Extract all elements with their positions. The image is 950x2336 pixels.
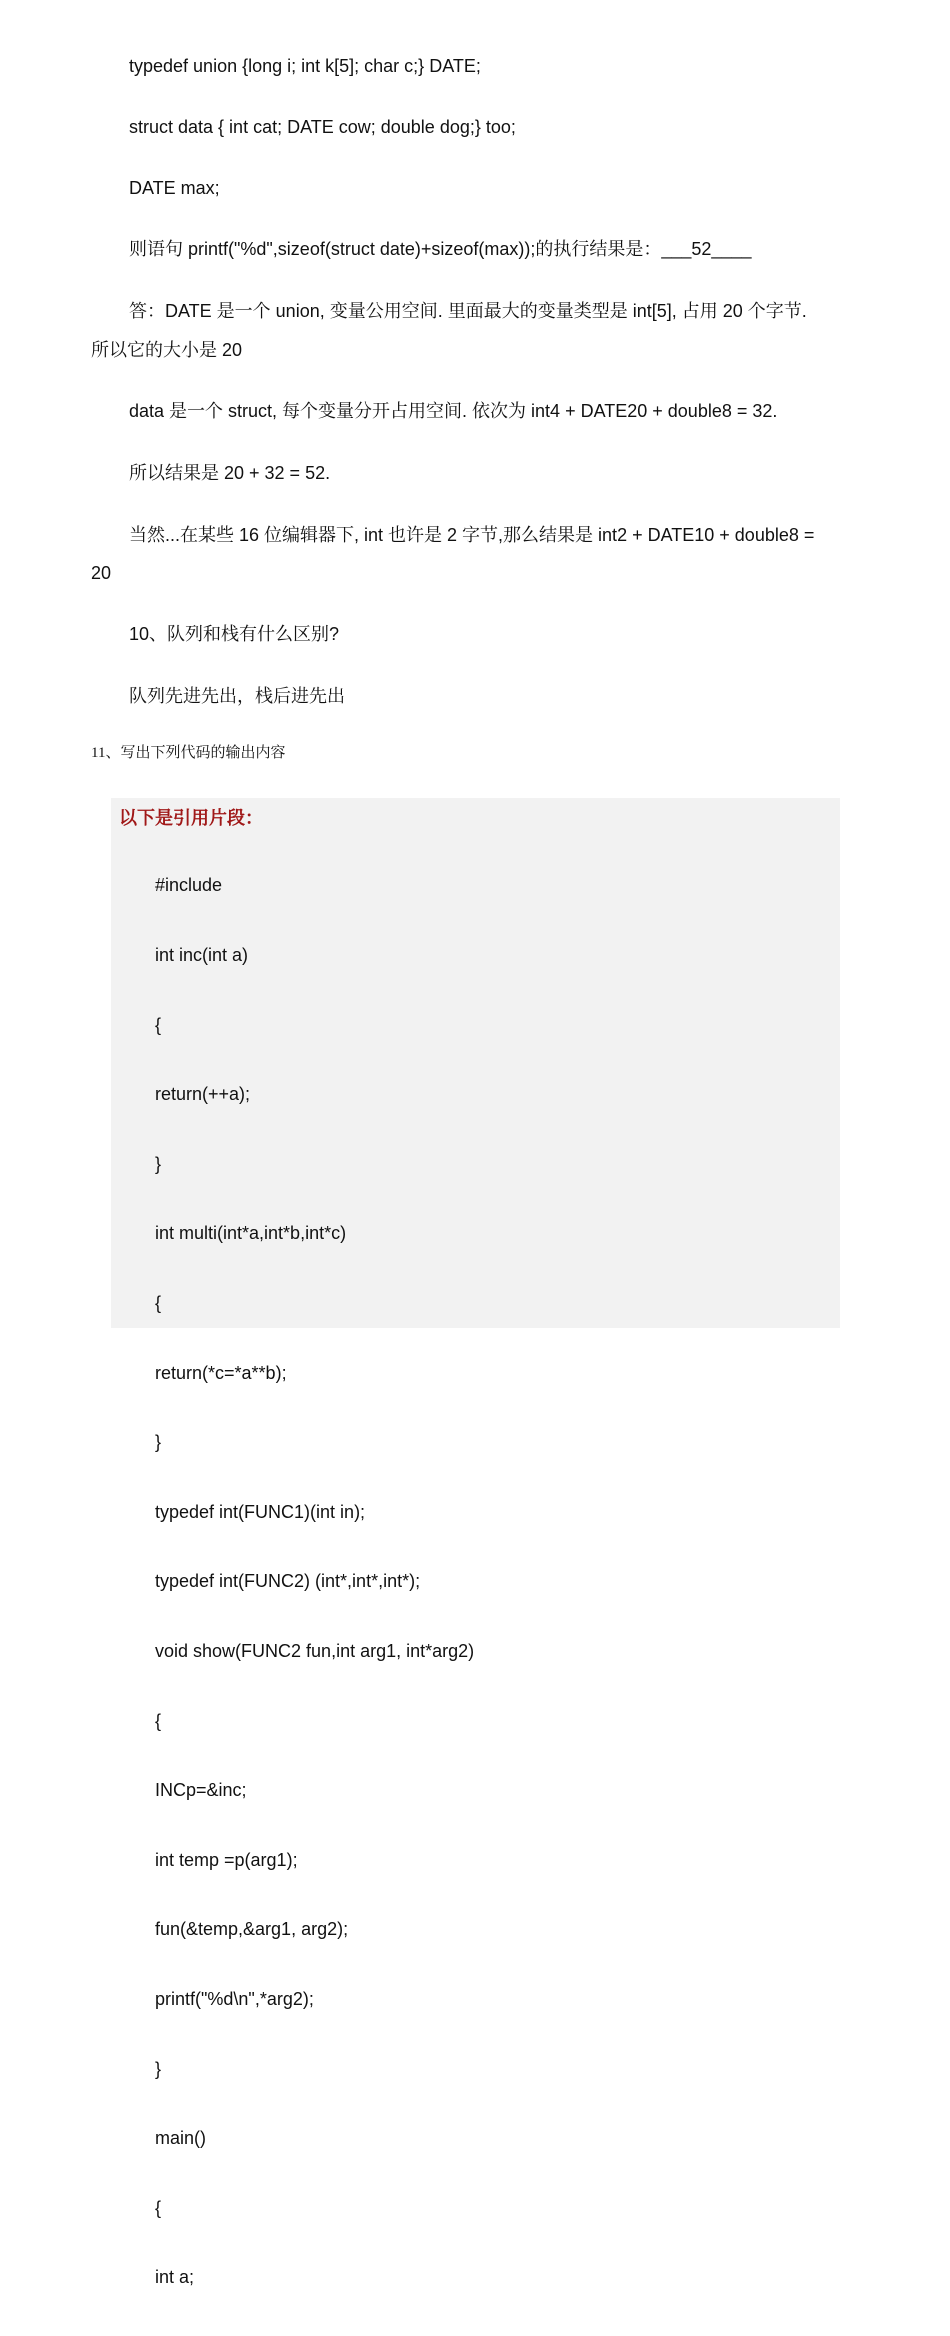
code-line: }: [155, 2058, 162, 2079]
quote-block: [111, 798, 840, 2288]
question-10-heading: 10、队列和栈有什么区别?: [129, 624, 340, 644]
answer-struct-line: data 是一个 struct, 每个变量分开占用空间. 依次为 int4 + DATE20 + double8 = 32.: [129, 401, 778, 421]
question-printf-line: 则语句 printf("%d",sizeof(struct date)+sizeof(max));的执行结果是：___52____: [129, 239, 752, 259]
code-line: }: [155, 1432, 162, 1453]
code-line: }: [155, 1153, 162, 1174]
code-line: int inc(int a): [155, 945, 249, 965]
code-line: INCp=&inc;: [155, 1780, 247, 1801]
code-typedef-line: typedef union {long i; int k[5]; char c;} DATE;: [129, 56, 481, 76]
answer-16bit-result: 20: [91, 563, 112, 583]
code-line: void show(FUNC2 fun,int arg1, int*arg2): [155, 1640, 475, 1661]
code-listing: [155, 828, 474, 2336]
question-11-heading: 11、写出下列代码的输出内容: [91, 745, 286, 761]
answer-line-2: 所以它的大小是 20: [91, 340, 243, 360]
code-struct-line: struct data { int cat; DATE cow; double dog;} too;: [129, 117, 516, 137]
code-line: main(): [155, 2128, 207, 2149]
code-line: int a;: [155, 2267, 195, 2288]
code-line: {: [155, 1710, 162, 1731]
code-line: return(++a);: [155, 1084, 251, 1105]
answer-line-1: 答：DATE 是一个 union, 变量公用空间. 里面最大的变量类型是 int[5], 占用 20 个字节.: [129, 301, 807, 321]
answer-10-line: 队列先进先出，栈后进先出: [129, 686, 345, 706]
code-line: int multi(int*a,int*b,int*c): [155, 1223, 347, 1244]
answer-result-line: 所以结果是 20 + 32 = 52.: [129, 463, 331, 483]
code-line: typedef int(FUNC2) (int*,int*,int*);: [155, 1571, 421, 1592]
code-line: typedef int(FUNC1)(int in);: [155, 1501, 366, 1522]
code-line: {: [155, 2197, 162, 2218]
code-line: fun(&temp,&arg1, arg2);: [155, 1919, 349, 1940]
code-line: printf("%d\n",*arg2);: [155, 1988, 314, 2009]
answer-16bit-line: 当然...在某些 16 位编辑器下, int 也许是 2 字节,那么结果是 int2 + DATE10 + double8 =: [129, 525, 815, 545]
code-line: {: [155, 1014, 162, 1035]
code-line: #include: [155, 875, 223, 896]
quote-title: 以下是引用片段：: [119, 808, 263, 828]
code-line: {: [155, 1292, 162, 1313]
code-date-max-line: DATE max;: [129, 178, 220, 198]
code-line: return(*c=*a**b);: [155, 1362, 287, 1383]
code-line: int temp =p(arg1);: [155, 1849, 298, 1870]
